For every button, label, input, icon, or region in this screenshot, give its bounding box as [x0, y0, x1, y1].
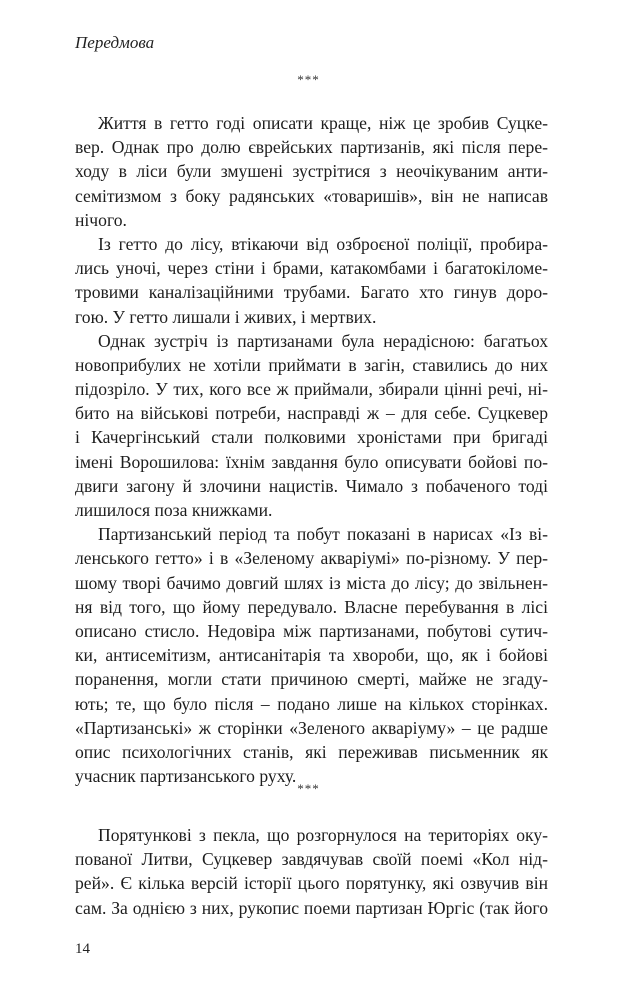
text-line: Життя в гетто годі описати краще, ніж це зробив Суцке- [98, 113, 548, 133]
text-line: вер. Однак про долю єврейських партизанів, які після пере- [75, 137, 548, 158]
text-line: ходу в ліси були змушені зустрітися з неочікуваним анти- [75, 161, 548, 182]
text-line: гою. У гетто лишали і живих, і мертвих. [75, 306, 377, 327]
text-line: тровими каналізаційними трубами. Багато хто гинув доро- [75, 282, 548, 303]
text-line: поранення, могли стати причиною смерті, майже не згаду- [75, 669, 548, 690]
text-line: семітизмом з боку радянських «товаришів», він не написав [75, 185, 548, 206]
text-line: двиги загону й злочини нацистів. Чимало з побаченого тоді [75, 475, 548, 496]
text-line: рей». Є кілька версій історії цього порятунку, які озвучив він [75, 873, 548, 894]
text-line: бито на військові потреби, насправді ж – для себе. Суцкевер [75, 403, 548, 424]
text-line: імені Ворошилова: їхнім завдання було описувати бойові по- [75, 451, 548, 472]
text-line: опис психологічних станів, які переживав письменник як [75, 741, 548, 762]
text-line: підозріло. У тих, кого все ж приймали, збирали цінні речі, ні- [75, 379, 548, 400]
text-line: учасник партизанського руху. [75, 766, 297, 787]
text-line: і Качергінський стали полковими хроністами при бригаді [75, 427, 548, 448]
text-line: лишилося поза книжками. [75, 500, 273, 520]
text-line: Однак зустріч із партизанами була нерадісною: багатьох [98, 330, 548, 351]
text-line: нічого. [75, 209, 127, 230]
text-line: ленського гетто» і в «Зеленому акваріумі» по-різному. У пер- [75, 548, 548, 569]
text-line: ня від того, що йому передувало. Власне перебування в лісі [75, 596, 548, 617]
text-line: описано стисло. Недовіра між партизанами, побутові сутич- [75, 620, 548, 641]
text-line: ють; те, що було після – подано лише на кількох сторінках. [75, 693, 548, 714]
running-head: Передмова [75, 33, 155, 52]
section-1-text [75, 111, 548, 788]
text-line: Партизанський період та побут показані в нарисах «Із ві- [98, 524, 548, 545]
section-separator: *** [297, 781, 320, 796]
text-line: пованої Литви, Суцкевер завдячував своїй поемі «Кол нід- [75, 849, 548, 870]
text-line: сам. За однією з них, рукопис поеми партизан Юргіс (так його [75, 897, 548, 918]
text-line: Із гетто до лісу, втікаючи від озброєної поліції, пробира- [98, 233, 548, 254]
text-line: «Партизанські» ж сторінки «Зеленого акваріуму» – це радше [75, 717, 548, 738]
text-line: Порятункові з пекла, що розгорнулося на територіях оку- [98, 825, 548, 845]
text-line: ки, антисемітизм, антисанітарія та хвороби, що, як і бойові [75, 645, 548, 666]
text-line: новоприбулих не хотіли приймати в загін, ставились до них [75, 354, 548, 375]
section-separator: *** [297, 72, 320, 87]
text-line: шому творі бачимо довгий шлях із міста до лісу; до звільнен- [75, 572, 548, 593]
section-2-text [75, 823, 548, 920]
text-line: лись уночі, через стіни і брами, катакомбами і багатокіломе- [75, 258, 548, 279]
page-number: 14 [75, 941, 90, 957]
